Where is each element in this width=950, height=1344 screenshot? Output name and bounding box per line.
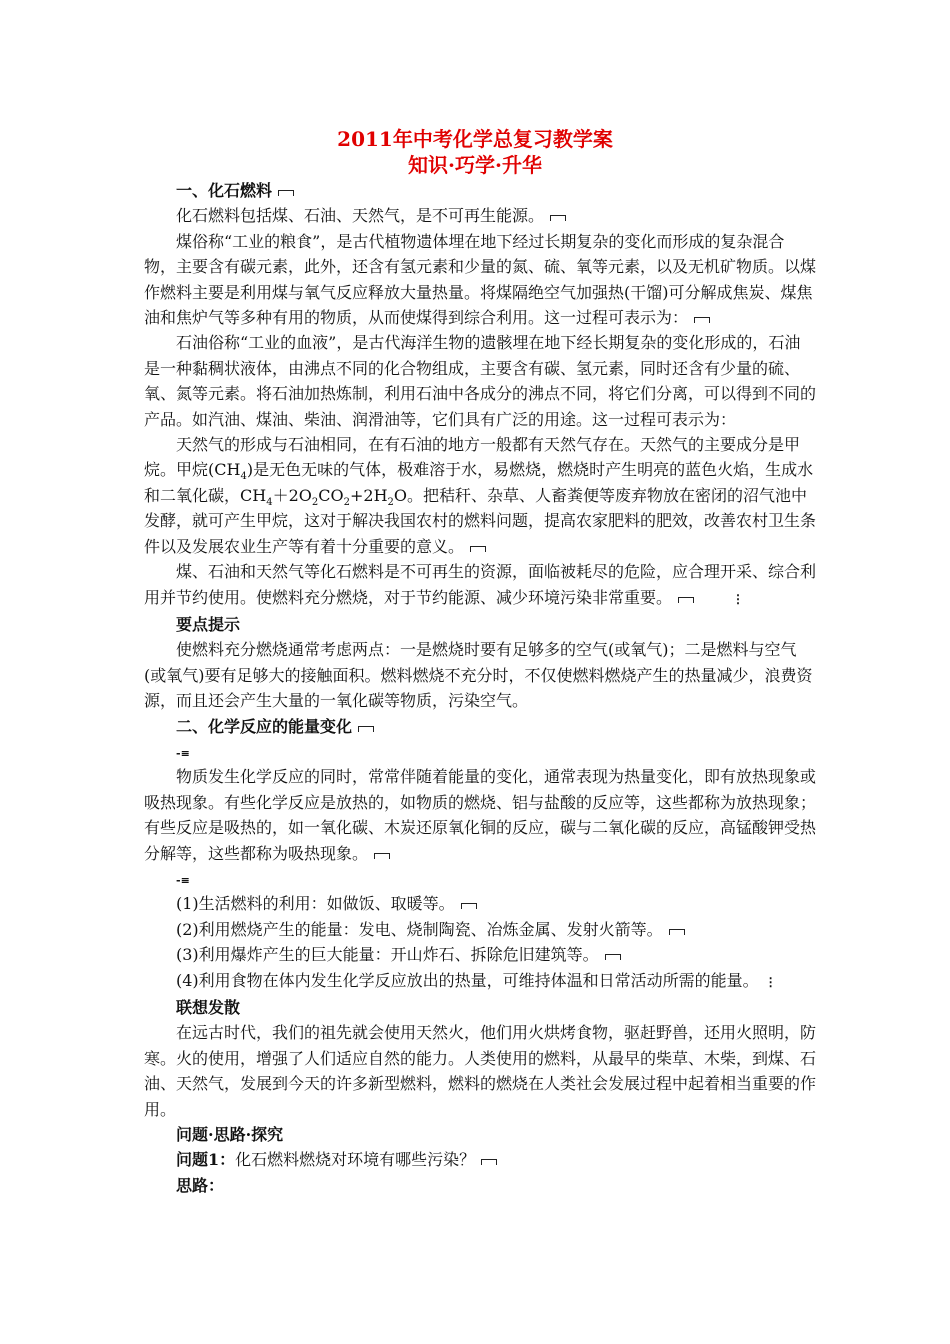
p4-sub-5: 2: [387, 497, 394, 509]
edit-mark-icon: [358, 726, 374, 732]
p4-text-c: ＋2O: [272, 485, 312, 505]
list-item-text: (1)生活燃料的利用：如做饭、取暖等。: [176, 894, 455, 914]
section1-paragraph-1: [144, 203, 816, 228]
section1-p3-text: 石油俗称“工业的血液”，是古代海洋生物的遗骸埋在地下经长期复杂的变化形成的，石油是一种黏稠状液体，由沸点不同的化合物组成，主要含有碳、氢元素，同时还含有少量的硫、氧、氮等元素。将石油加热炼制，利用石油中各成分的沸点不同，将它们分离，可以得到不同的产品。如汽油、煤油、柴油、润滑油等，它们具有广泛的用途。这一过程可表示为：: [144, 333, 817, 429]
section1-p1-text: 化石燃料包括煤、石油、天然气，是不可再生能源。: [176, 206, 545, 226]
document-body: [144, 178, 816, 1198]
document-title: 2011年中考化学总复习教学案: [337, 127, 613, 151]
section2-mark-2: [144, 866, 816, 891]
association-text: 在远古时代，我们的祖先就会使用天然火，他们用火烘烤食物，驱赶野兽，还用火照明，防寒。火的使用，增强了人们适应自然的能力。人类使用的燃料，从最早的柴草、木柴，到煤、石油、天然气，发展到今天的许多新型燃料，燃料的燃烧在人类社会发展过程中起着相当重要的作用。: [144, 1023, 817, 1119]
p4-sub-2: 4: [266, 497, 273, 509]
section2-p1-text: 物质发生化学反应的同时，常常伴随着能量的变化，通常表现为热量变化，即有放热现象或吸热现象。有些化学反应是放热的，如物质的燃烧、铝与盐酸的反应等，这些都称为放热现象；有些反应是吸热的，如一氧化碳、木炭还原氧化铜的反应，碳与二氧化碳的反应，高锰酸钾受热分解等，这些都称为吸热现象。: [144, 767, 817, 863]
ellipsis-mark-icon: ⋮: [764, 974, 777, 989]
section1-paragraph-3: [144, 330, 816, 432]
section1-p5-text: 煤、石油和天然气等化石燃料是不可再生的资源，面临被耗尽的危险，应合理开采、综合利用并节约使用。使燃料充分燃烧，对于节约能源、减少环境污染非常重要。: [144, 562, 817, 607]
section2-heading-text: 二、化学反应的能量变化: [176, 716, 353, 736]
ellipsis-mark-icon: ⋮: [732, 591, 745, 606]
p4-text-d: CO: [318, 485, 344, 505]
edit-mark-icon: [678, 597, 694, 603]
section1-heading-text: 一、化石燃料: [176, 181, 273, 200]
tips-text: 使燃料充分燃烧通常考虑两点：一是燃烧时要有足够多的空气(或氧气)；二是燃料与空气(或氧气)要有足够大的接触面积。燃料燃烧不充分时，不仅使燃料燃烧产生的热量减少，浪费资源，而且还会产生大量的一氧化碳等物质，污染空气。: [144, 640, 813, 711]
edit-mark-icon: [461, 903, 477, 909]
question-1-text: 化石燃料燃烧对环境有哪些污染？: [235, 1150, 476, 1170]
p4-text-f: O。把秸秆、杂草、人畜粪便等废弃物放在密闭的沼气池中发酵，就可产生甲烷，这对于解决我国农村的燃料问题，提高农家肥料的肥效，改善农村卫生条件以及发展农业生产等有着十分重要的意义。: [144, 485, 817, 556]
section2-paragraph-1: [144, 764, 816, 866]
p4-sub-4: 2: [343, 497, 350, 509]
section1-paragraph-4: [144, 432, 816, 559]
title-block: [0, 126, 950, 178]
p4-text-e: +2H: [350, 485, 388, 505]
list-item-3: [144, 942, 816, 967]
section1-heading: [144, 178, 816, 203]
equal-mark-icon: -≡: [176, 873, 190, 887]
list-item-1: [144, 891, 816, 916]
section1-paragraph-5: [144, 559, 816, 612]
section2-heading: [144, 714, 816, 739]
question-1: [144, 1147, 816, 1172]
p4-sub-1: 4: [240, 471, 247, 483]
list-item-text: (2)利用燃烧产生的能量：发电、烧制陶瓷、冶炼金属、发射火箭等。: [176, 919, 663, 939]
p4-text-b: )是无色无味的气体，极难溶于水，易燃烧，燃烧时产生明亮的蓝色火焰，生成水和二氧化碳，CH: [144, 460, 814, 505]
list-item-2: [144, 917, 816, 942]
edit-mark-icon: [470, 546, 486, 552]
p4-text-a: 天然气的形成与石油相同，在有石油的地方一般都有天然气存在。天然气的主要成分是甲烷。甲烷(CH: [144, 435, 801, 480]
equal-mark-icon: -≡: [176, 746, 190, 760]
edit-mark-icon: [550, 215, 566, 221]
edit-mark-icon: [374, 853, 390, 859]
edit-mark-icon: [481, 1159, 497, 1165]
p4-sub-3: 2: [311, 497, 319, 509]
edit-mark-icon: [605, 954, 621, 960]
question-1-label: 问题1：: [176, 1150, 236, 1170]
list-item-4: [144, 968, 816, 995]
list-item-text: (3)利用爆炸产生的巨大能量：开山炸石、拆除危旧建筑等。: [176, 945, 599, 965]
list-item-text: (4)利用食物在体内发生化学反应放出的热量，可维持体温和日常活动所需的能量。: [176, 970, 759, 990]
section1-paragraph-2: [144, 229, 816, 331]
edit-mark-icon: [694, 317, 710, 323]
section2-mark-1: [144, 739, 816, 764]
document-subtitle: 知识·巧学·升华: [408, 153, 542, 177]
section3-heading: 问题·思路·探究: [176, 1125, 284, 1145]
edit-mark-icon: [669, 929, 685, 935]
tips-heading: 要点提示: [176, 614, 241, 634]
association-heading: 联想发散: [176, 998, 241, 1017]
thinking-label: 思路：: [176, 1175, 225, 1195]
edit-mark-icon: [278, 190, 294, 196]
section1-p2-text: 煤俗称“工业的粮食”，是古代植物遗体埋在地下经过长期复杂的变化而形成的复杂混合物，主要含有碳元素，此外，还含有氢元素和少量的氮、硫、氧等元素，以及无机矿物质。以煤作燃料主要是利用煤与氧气反应释放大量热量。将煤隔绝空气加强热(干馏)可分解成焦炭、煤焦油和焦炉气等多种有用的物质，从而使煤得到综合利用。这一过程可表示为：: [144, 231, 817, 328]
